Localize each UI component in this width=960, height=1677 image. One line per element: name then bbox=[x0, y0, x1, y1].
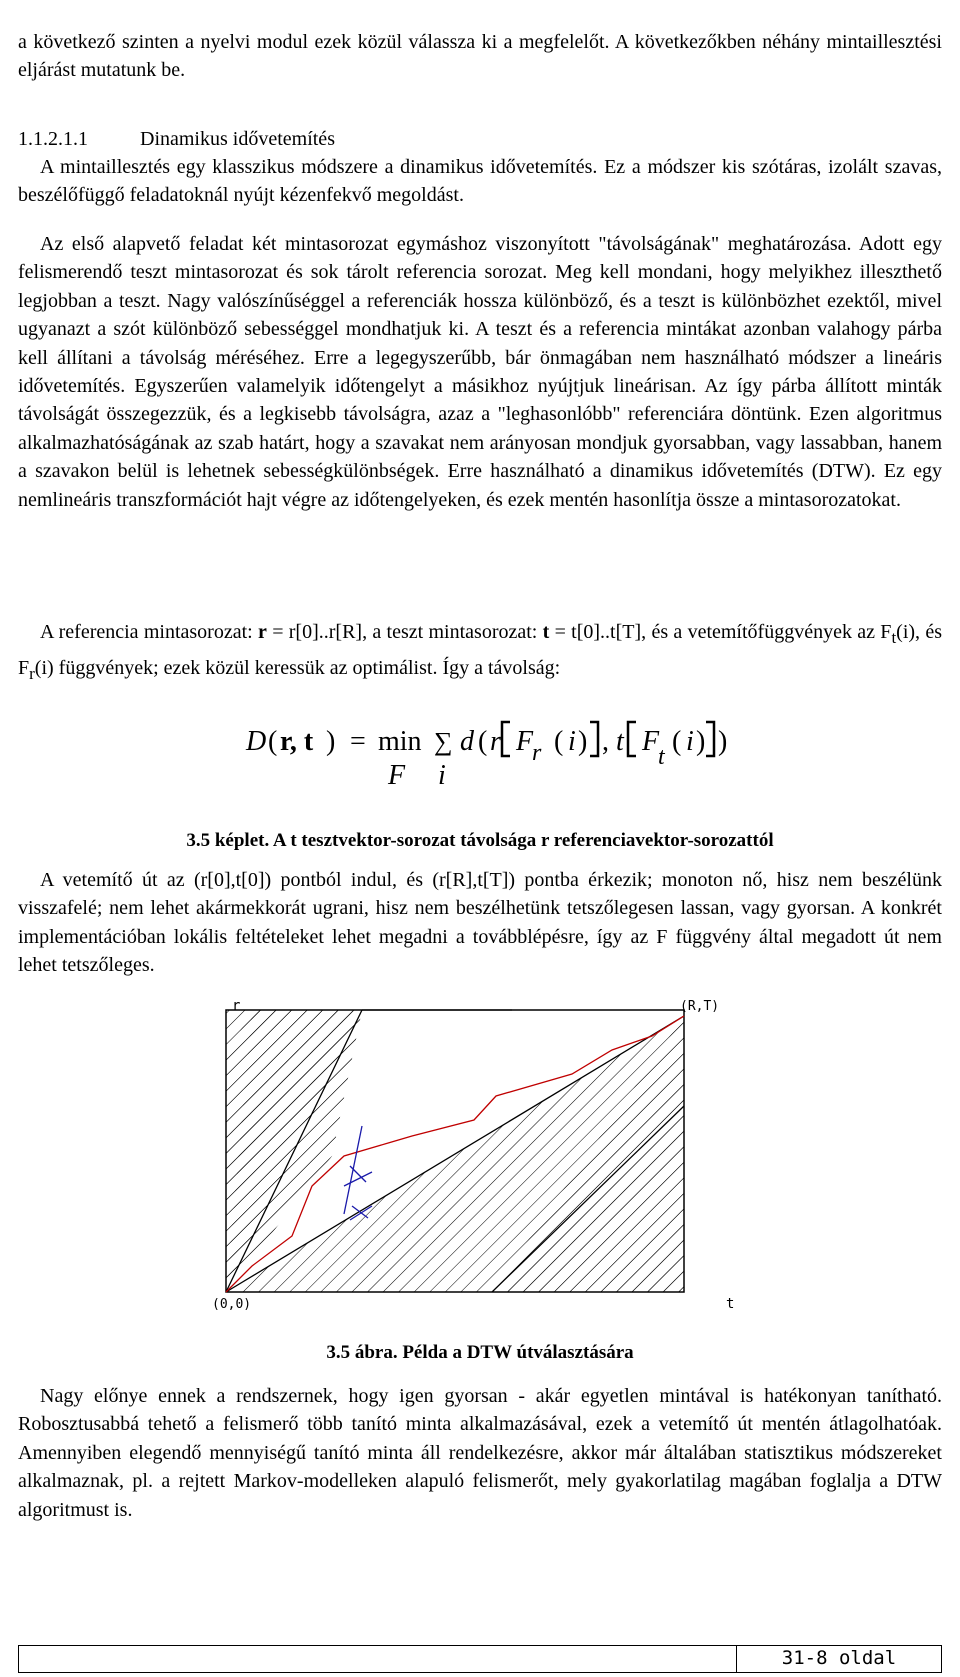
formula-open-paren: ( bbox=[268, 726, 278, 757]
formula-paren-7: ) bbox=[718, 726, 728, 757]
formula-min: min bbox=[378, 726, 422, 757]
figure-caption: 3.5 ábra. Példa a DTW útválasztására bbox=[326, 1342, 634, 1363]
formula-left-bracket-2 bbox=[628, 722, 636, 756]
formula-paren-2: ( bbox=[478, 726, 488, 757]
formula-left-bracket-1 bbox=[502, 722, 510, 756]
formula-i-1: i bbox=[568, 726, 576, 757]
formula-paren-3: ( bbox=[554, 726, 564, 757]
dtw-path-figure bbox=[212, 996, 792, 1326]
distance-formula bbox=[238, 700, 798, 820]
formula-F-1: F bbox=[516, 726, 534, 757]
p3-text-e: (i) függvények; ezek közül keressük az optimálist. Így a távolság: bbox=[34, 657, 561, 679]
axis-label-t: t bbox=[726, 1296, 735, 1312]
formula-i-2: i bbox=[686, 726, 694, 757]
formula-caption: 3.5 képlet. A t tesztvektor-sorozat távolsága r referenciavektor-sorozattól bbox=[186, 830, 774, 851]
formula-F-2: F bbox=[642, 726, 660, 757]
formula-args: r, t bbox=[280, 726, 314, 757]
formula-comma: , bbox=[602, 726, 609, 757]
formula-F-under: F bbox=[388, 760, 406, 791]
section-title: Dinamikus idővetemítés bbox=[140, 128, 335, 150]
formula-sub-r: r bbox=[532, 740, 542, 766]
p3-text-a: A referencia mintasorozat: bbox=[40, 621, 259, 643]
formula-paren-5: ( bbox=[672, 726, 682, 757]
paragraph-3 bbox=[18, 617, 942, 689]
formula-right-bracket-1 bbox=[590, 722, 598, 756]
p3-sub-t: t bbox=[891, 628, 897, 647]
formula-d: d bbox=[460, 726, 474, 757]
formula-i-under: i bbox=[438, 760, 446, 791]
formula-D: D bbox=[246, 726, 267, 757]
formula-equals: = bbox=[350, 726, 366, 757]
paragraph-4: A vetemítő út az (r[0],t[0]) pontból indul, és (r[R],t[T]) pontba érkezik; monoton nő, hisz nem beszélünk visszafelé; nem lehet akármekkorát ugrani, hisz nem beszélhetünk tetszőlegesen lassan, vagy gyorsan. A konkrét implementációban lokális feltételeket lehet megadni a továbblépésre, így az F függvény által megadott út nem lehet tetszőleges. bbox=[18, 869, 942, 977]
formula-r: r bbox=[490, 726, 501, 757]
section-number: 1.1.2.1.1 bbox=[18, 128, 88, 150]
section-heading bbox=[18, 125, 942, 153]
page-number: 31-8 oldal bbox=[736, 1646, 941, 1672]
p3-text-c: = t[0]..t[T], és a vetemítőfüggvények az F bbox=[549, 621, 892, 643]
origin-label: (0,0) bbox=[212, 1297, 252, 1312]
paragraph-2: Az első alapvető feladat két mintasorozat egymáshoz viszonyított "távolságának" meghatározása. Adott egy felismerendő teszt mintasorozat és sok tárolt referencia sorozat. Meg kell mondani, hogy melyikhez illeszthető legjobban a teszt. Nagy valószínűséggel a referenciák hossza különböző, és a teszt is különbözhet ezektől, mivel ugyanazt a szót különböző sebességgel mondhatjuk ki. A teszt és a referencia mintákat azonban valahogy párba kell állítani a távolság méréséhez. Erre a legegyszerűbb, bár önmagában nem használható módszer a lineáris idővetemítés. Egyszerűen valamelyik időtengelyt a másikhoz nyújtjuk lineárisan. Az így párba állított minták távolságát összegezzük, és a legkisebb távolságra, azaz a "leghasonlóbb" referenciára döntünk. Ezen algoritmus alkalmazhatóságának az szab határt, hogy a szavakat nem arányosan mondjuk gyorsabban, vagy lassabban, hanem a szavakon belül is lehetnek sebességkülönbségek. Erre használható a dinamikus idővetemítés (DTW). Ez egy nemlineáris transzformációt hajt végre az időtengelyeken, és ezek mentén hasonlítja össze a mintasorozatokat. bbox=[18, 233, 942, 511]
p3-sub-r: r bbox=[29, 664, 35, 683]
paragraph-1: A mintaillesztés egy klasszikus módszere a dinamikus idővetemítés. Ez a módszer kis szótáras, izolált szavas, beszélőfüggő feladatoknál nyújt kézenfekvő megoldást. bbox=[18, 156, 942, 207]
end-point-label: (R,T) bbox=[680, 999, 720, 1014]
p3-text-d: (i), és F bbox=[18, 621, 943, 679]
paragraph-5: Nagy előnye ennek a rendszernek, hogy igen gyorsan - akár egyetlen mintával is hatékonyan tanítható. Robosztusabbá tehető a felismerő több tanító minta alkalmazásával, ezek a vetemítő út mentén átlagolhatóak. Amennyiben elegendő mennyiségű tanító minta áll rendelkezésre, akkor már általában statisztikus módszereket alkalmaznak, pl. a rejtett Markov-modelleken alapuló felismerőt, mely gyakorlatilag magában foglalja a DTW algoritmust is. bbox=[18, 1385, 942, 1521]
formula-sum: ∑ bbox=[434, 727, 453, 756]
formula-sub-t: t bbox=[658, 744, 665, 770]
formula-paren-6: ) bbox=[696, 726, 706, 757]
formula-right-bracket-2 bbox=[706, 722, 714, 756]
formula-paren-4: ) bbox=[578, 726, 588, 757]
p3-text-b: = r[0]..r[R], a teszt mintasorozat: bbox=[266, 621, 543, 643]
p3-r-bold: r bbox=[258, 621, 267, 643]
page-footer bbox=[18, 1645, 942, 1673]
p3-t-bold: t bbox=[542, 621, 550, 643]
formula-close-paren: ) bbox=[326, 726, 336, 757]
formula-t: t bbox=[616, 726, 624, 757]
axis-label-r: r bbox=[232, 998, 241, 1014]
intro-paragraph: a következő szinten a nyelvi modul ezek közül válassza ki a megfelelőt. A következőkben néhány mintaillesztési eljárást mutatunk be. bbox=[18, 31, 942, 82]
